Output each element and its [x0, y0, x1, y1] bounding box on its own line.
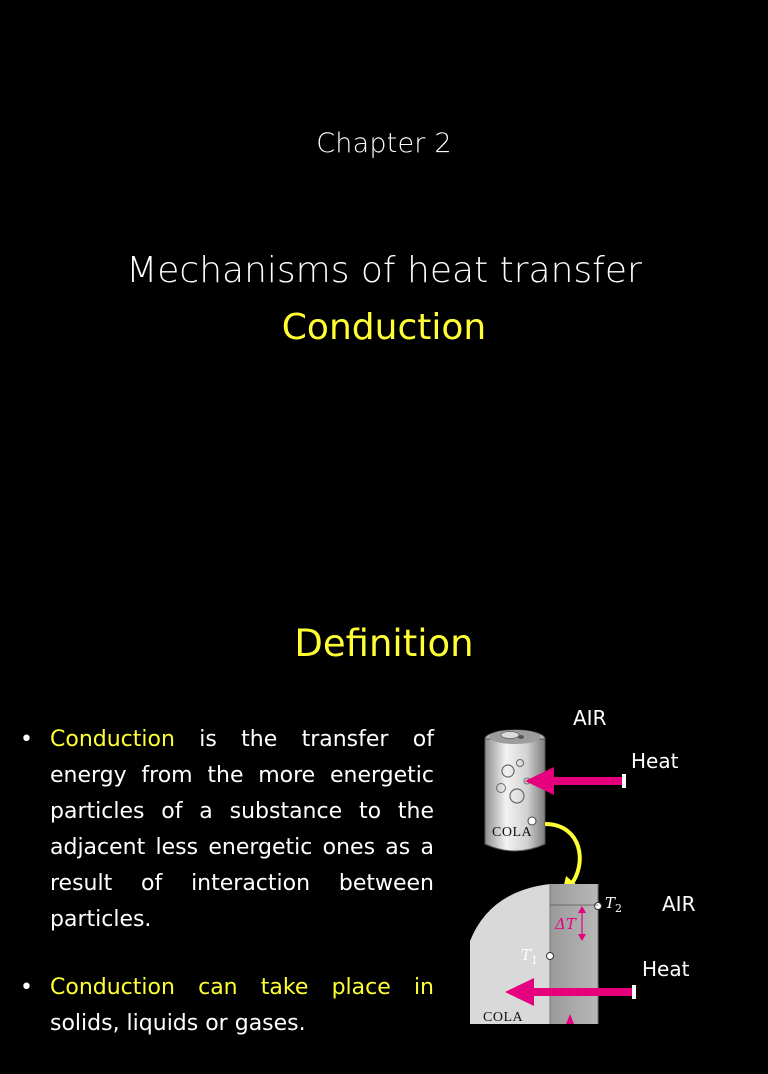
definition-slide — [0, 576, 768, 1036]
bullet-list — [20, 722, 434, 1074]
t2-label: $T_2$ — [605, 894, 623, 915]
bullet-item-2 — [20, 970, 434, 1042]
chapter-label: Chapter 2 — [316, 128, 452, 159]
bullet-highlight-rest: can take place in — [174, 975, 434, 1000]
cola-label-top: COLA — [492, 825, 533, 840]
bullet-text: solids, liquids or gases. — [50, 1011, 306, 1036]
definition-heading: Definition — [294, 622, 474, 665]
bullet-highlight: Conduction — [50, 727, 175, 752]
zoom-curve — [545, 824, 580, 894]
heat-label-bottom: Heat — [642, 957, 690, 981]
air-label-top: AIR — [573, 706, 607, 730]
bullet-dot-icon: • — [20, 727, 33, 752]
bullet-item-1 — [20, 722, 434, 938]
delta-t-label: ΔT — [555, 915, 576, 933]
t1-label: $T_1$ — [521, 946, 539, 967]
conduction-figure — [470, 706, 768, 1025]
air-label-bottom: AIR — [662, 892, 696, 916]
bullet-highlight: Conduction — [50, 975, 175, 1000]
bullet-dot-icon: • — [20, 975, 33, 1000]
slide-title: Mechanisms of heat transfer — [126, 250, 642, 291]
heat-label-top: Heat — [631, 749, 679, 773]
slide-subtitle: Conduction — [281, 307, 487, 348]
bullet-text: is the transfer of energy from the more energetic particles of a substance to the adjacent less energetic ones as a result of interaction between particles. — [50, 727, 434, 932]
cola-label-bottom: COLA — [483, 1010, 524, 1025]
conduction-diagram — [470, 716, 768, 1024]
